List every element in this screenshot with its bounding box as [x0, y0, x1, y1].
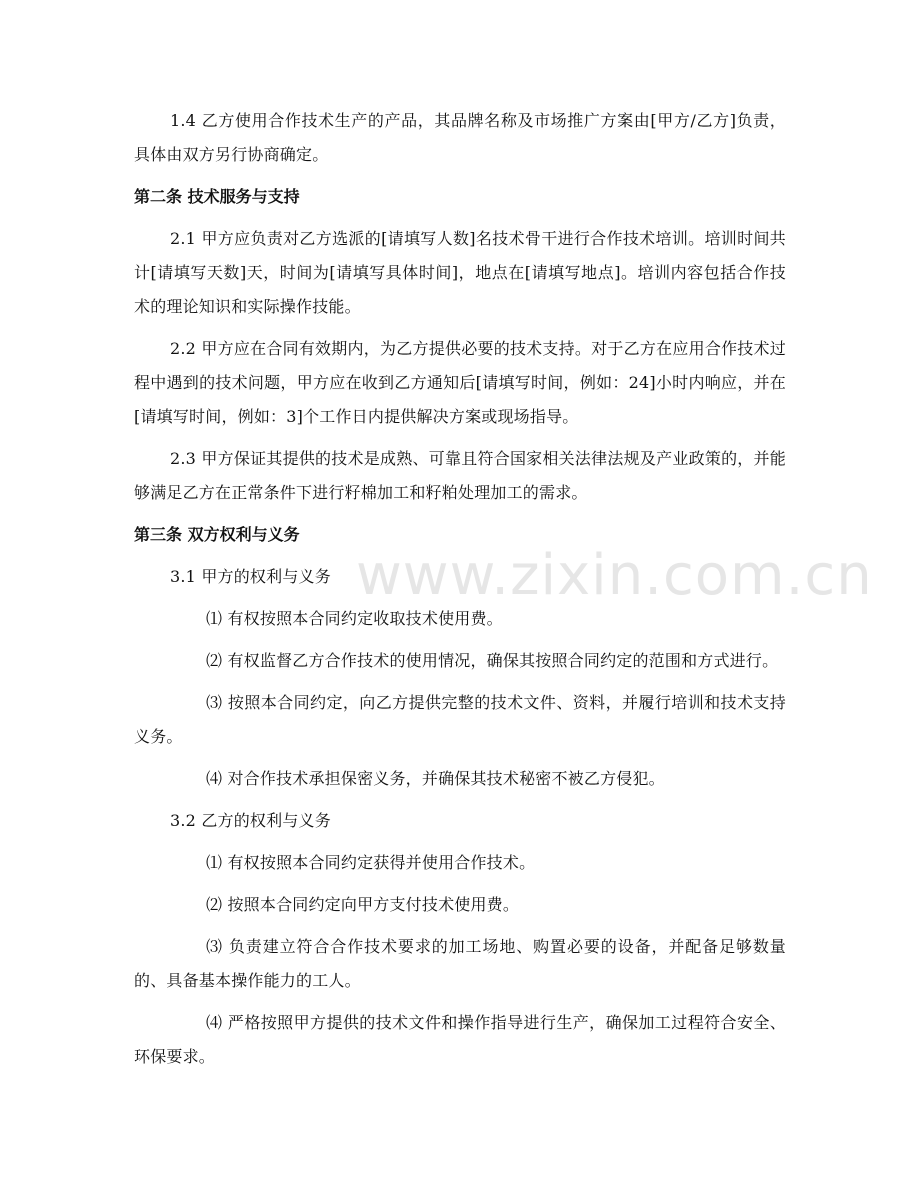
clause-3-1-item-4: ⑷ 对合作技术承担保密义务，并确保其技术秘密不被乙方侵犯。 [206, 769, 665, 788]
clause-1-4: 1.4 乙方使用合作技术生产的产品，其品牌名称及市场推广方案由[甲方/乙方]负责，具体由双方另行协商确定。 [134, 111, 786, 164]
watermark: www.zixin.com.cn [356, 543, 873, 608]
clause-2-1: 2.1 甲方应负责对乙方选派的[请填写人数]名技术骨干进行合作技术培训。培训时间共计[请填写天数]天，时间为[请填写具体时间]，地点在[请填写地点]。培训内容包括合作技术的理论知识和实际操作技能。 [134, 229, 786, 316]
clause-3-1-item-2: ⑵ 有权监督乙方合作技术的使用情况，确保其按照合同约定的范围和方式进行。 [206, 651, 779, 670]
clause-2-2: 2.2 甲方应在合同有效期内，为乙方提供必要的技术支持。对于乙方在应用合作技术过程中遇到的技术问题，甲方应在收到乙方通知后[请填写时间，例如：24]小时内响应，并在[请填写时间，例如：3]个工作日内提供解决方案或现场指导。 [134, 339, 786, 426]
section-heading-3: 第三条 双方权利与义务 [134, 525, 300, 544]
clause-3-2-item-4: ⑷ 严格按照甲方提供的技术文件和操作指导进行生产，确保加工过程符合安全、环保要求。 [134, 1013, 786, 1066]
section-heading-2: 第二条 技术服务与支持 [134, 187, 300, 206]
clause-3-2-item-3: ⑶ 负责建立符合合作技术要求的加工场地、购置必要的设备，并配备足够数量的、具备基本操作能力的工人。 [134, 937, 786, 990]
clause-3-1-item-1: ⑴ 有权按照本合同约定收取技术使用费。 [206, 609, 503, 628]
clause-3-2-item-2: ⑵ 按照本合同约定向甲方支付技术使用费。 [206, 895, 520, 914]
clause-3-1-item-3: ⑶ 按照本合同约定，向乙方提供完整的技术文件、资料，并履行培训和技术支持义务。 [134, 693, 786, 746]
document-body [134, 104, 786, 1082]
clause-3-2-item-1: ⑴ 有权按照本合同约定获得并使用合作技术。 [206, 853, 536, 872]
clause-2-3: 2.3 甲方保证其提供的技术是成熟、可靠且符合国家相关法律法规及产业政策的，并能够满足乙方在正常条件下进行籽棉加工和籽粕处理加工的需求。 [134, 449, 786, 502]
clause-3-2: 3.2 乙方的权利与义务 [170, 811, 331, 830]
clause-3-1: 3.1 甲方的权利与义务 [170, 567, 331, 586]
